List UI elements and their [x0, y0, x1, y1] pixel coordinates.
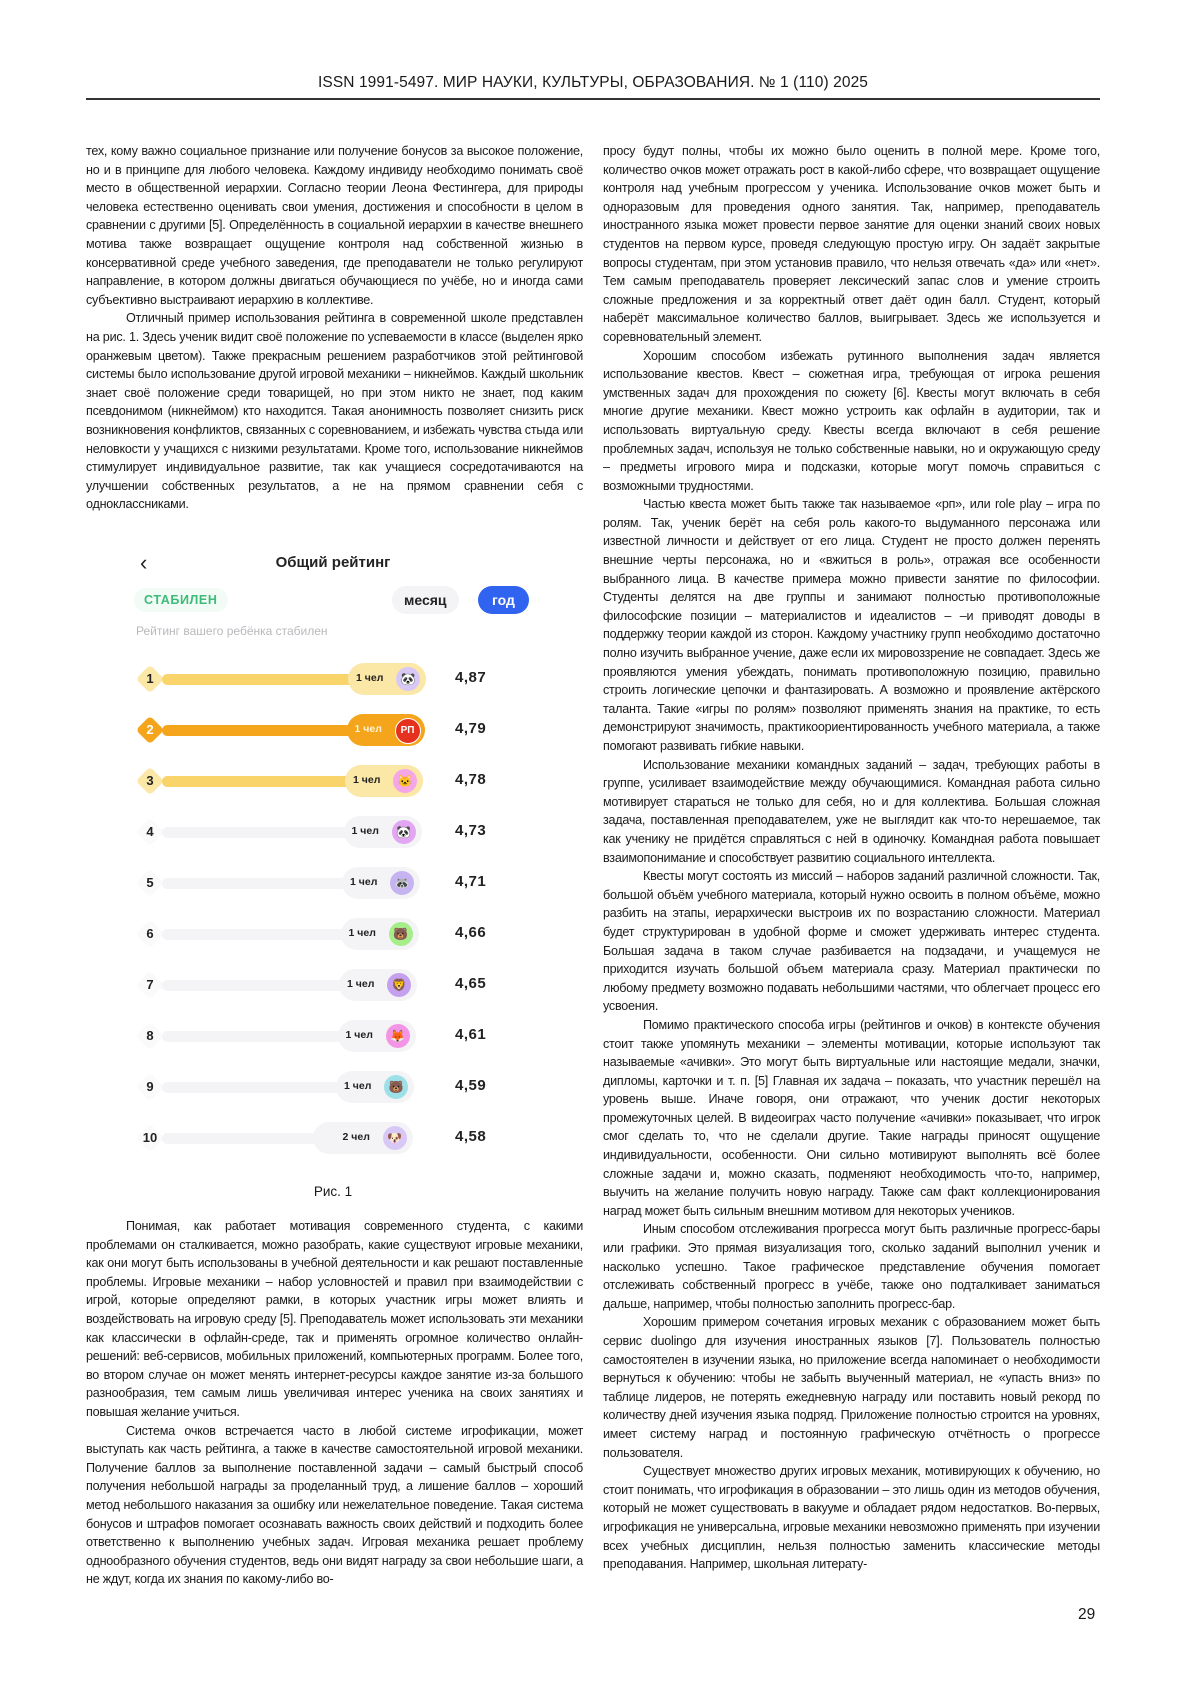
paragraph: Хорошим примером сочетания игровых механик с образованием может быть сервис duolingo для изучения иностранных языков [7]. Пользователь полностью самостоятелен в изучении языка, но приложение всегда напоминает о необходимости вернуться к обучению: чтобы не забыть выученный материал, не «упасть вниз» по таблице лидеров, не потерять ежедневную награду или поставить новый рекорд по количеству дней изучения языка подряд. Приложение полностью строится на уровнях, имеет систему наград и постоянную графическую отчётность о прогрессе пользователя. [603, 1315, 1100, 1460]
rating-row [128, 761, 538, 801]
paragraph: Отличный пример использования рейтинга в современной школе представлен на рис. 1. Здесь ученик видит своё положение по успеваемости в классе (выделен ярко оранжевым цветом). Также прекрасным решением разработчиков этой рейтинговой системы было использование другой игровой механики – никнеймов. Каждый школьник знает своё положение среди товарищей, но при этом никто не знает, под каким псевдонимом (никнеймом) кто находится. Такая анонимность позволяет снизить риск возникновения конфликтов, связанных с соревнованием, и избежать чувства стыда или неловкости у учащихся с низкими результатами. Кроме того, использование никнеймов стимулирует индивидуальное развитие, так как учащиеся сосредотачиваются на улучшении собственных результатов, а не на прямом сравнении себя с одноклассниками. [86, 311, 583, 512]
rating-row [128, 1067, 538, 1107]
rating-bar [162, 929, 355, 940]
count-pill [313, 1122, 413, 1154]
rank-number [136, 1124, 164, 1152]
rank-number [136, 767, 164, 795]
rank-number [136, 1022, 164, 1050]
raccoon-avatar-icon: 🦝 [390, 871, 414, 895]
tab-month[interactable]: месяц [392, 586, 459, 614]
paragraph: Помимо практического способа игры (рейтингов и очков) в контексте обучения стоит также упомянуть механики – элементы мотивации, которые используют так называемые «ачивки». Это могут быть виртуальные или настоящие медали, значки, дипломы, карточки и т. п. [5] Главная их задача – показать, что участник перешёл на уровень выше. Иначе говоря, они отражают, что ученик достиг некоторых промежуточных целей. В видеоиграх часто получение «ачивки» показывает, что игрок смог сделать то, что не сделали другие. Такие награды приносят ощущение индивидуальности, особенности. Они сильно мотивируют выполнять всё более сложные задачи и, можно сказать, подменяют необходимость что-то, например, выучить на желание получить новую награду. Также сам факт коллекционирования наград может быть сильным внешним мотивом для некоторых учеников. [603, 1017, 1100, 1218]
paragraph: Квесты могут состоять из миссий – наборов заданий различной сложности. Так, большой объём учебного материала, который нужно освоить в полном объёме, можно разбить на этапы, иерархически выстроив их по возрастанию сложности. Материал будет структурирован в удобной форме и сможет удерживать интерес студента. Большая задача в таком случае разбивается на подзадачи, и учащемуся не приходится изучать большой объем материала сразу. Материал практически по любому предмету возможно подавать небольшими частями, что облегчает процесс его усвоения. [603, 869, 1100, 1014]
bear-avatar-icon: 🐻 [389, 922, 413, 946]
rating-subtitle: Рейтинг вашего ребёнка стабилен [136, 624, 328, 638]
cat-avatar-icon: 🐱 [393, 769, 417, 793]
paragraph: Использование механики командных заданий – задач, требующих работы в группе, усиливает взаимодействие между обучающимися. Командная работа сильно мотивирует стараться не только для себя, но и для коллектива. Большая сложная задача, поставленная преподавателем, уже не выглядит как что-то нерешаемое, так как ученику не придётся справляться с ней в одиночку. Командная работа повышает взаимопонимание и способствует развитию социального интеллекта. [603, 757, 1100, 865]
rating-row [128, 1118, 538, 1158]
rank-label: 7 [146, 977, 154, 992]
student-count: 1 чел [345, 1029, 373, 1041]
rating-bar [162, 674, 362, 685]
rating-row [128, 659, 538, 699]
score-value: 4,59 [455, 1077, 487, 1094]
journal-header: ISSN 1991-5497. МИР НАУКИ, КУЛЬТУРЫ, ОБРАЗОВАНИЯ. № 1 (110) 2025 [317, 74, 869, 91]
panda-avatar-icon: 🐼 [396, 667, 420, 691]
score-value: 4,79 [455, 720, 487, 737]
student-count: 1 чел [356, 672, 384, 684]
figure-caption: Рис. 1 [313, 1184, 353, 1199]
bear-avatar-icon: 🐻 [384, 1075, 408, 1099]
rank-number [136, 971, 164, 999]
rating-bar [162, 1031, 352, 1042]
rating-bar [162, 980, 353, 991]
paragraph: Система очков встречается часто в любой системе игрофикации, может выступать как часть рейтинга, а также в качестве самостоятельной игровой механики. Получение баллов за выполнение поставленной задачи – самый быстрый способ получения небольшой награды за проделанный труд, а лишение баллов – хороший метод небольшого наказания за ошибку или нежелательное поведение. Такая система бонусов и штрафов помогает осознавать важность своих действий и подходить более ответственно к выполнению учебных задач. Игровая механика решает проблему однообразного обучения студентов, ведь они видят награду за свои небольшие шаги, а не ждут, когда их знания по какому-либо во- [86, 1423, 583, 1587]
score-value: 4,61 [455, 1026, 487, 1043]
rating-bar [162, 878, 356, 889]
rank-number [136, 869, 164, 897]
panda-avatar-icon: 🐼 [392, 820, 416, 844]
lion-avatar-icon: 🦁 [387, 973, 411, 997]
paragraph: просу будут полны, чтобы их можно было оценить в полной мере. Кроме того, количество очков может отражать рост в какой-либо сфере, что возвращает ощущение контроля над учебным прогрессом у ученика. Использование очков может быть и одноразовым для проведения одного занятия. Так, например, преподаватель иностранного языка может провести первое занятие для оценки знаний своих новых студентов на первом курсе, проведя следующую простую игру. Он задаёт закрытые вопросы студентам, при этом установив правило, что нельзя отвечать «да» или «нет». Тем самым преподаватель проверяет лексический запас слов и умение строить сложные предложения и за корректный ответ даёт один балл. Студент, который наберёт максимальное количество баллов, выигрывает. Здесь же используется и соревновательный элемент. [603, 144, 1100, 344]
rank-label: 10 [142, 1130, 158, 1145]
rank-label: 9 [146, 1079, 154, 1094]
student-count: 1 чел [351, 825, 379, 837]
paragraph: Частью квеста может быть также так называемое «рп», или role play – игра по ролям. Так, ученик берёт на себя роль какого-то выдуманного персонажа или известной личности и действует от его лица. Студент не просто должен перенять внешние черты персонажа, но и «вжиться в роль», отражая все особенности выбранного лица. В качестве примера можно привести занятие по философии. Студенты делятся на две группы и занимают полностью противоположные философские позиции – материалистов и идеалистов – –и приводят доводы в поддержку теории каждой из сторон. Каждому участнику групп необходимо достаточно полно изучить выбранное учение, даже если их мировоззрение не совпадает. Здесь же проявляются умения убеждать, понимать противоположную позицию, правильно строить логические цепочки и фантазировать. А возможно и проявление актёрского таланта. Такие «игры по ролям» позволяют применять знания на практике, то есть демонстрируют значимость, практикоориентированность учебного материала, а также помогают развивать гибкие навыки. [603, 497, 1100, 753]
count-pill [348, 663, 426, 695]
header-divider [86, 98, 1100, 100]
rating-row [128, 965, 538, 1005]
count-pill [341, 918, 419, 950]
initials-avatar-icon: РП [395, 718, 421, 744]
paragraph: Понимая, как работает мотивация современного студента, с какими проблемами он сталкивается, можно разобрать, какие существуют игровые механики, как они могут быть использованы в учебной деятельности и как решают поставленные проблемы. Игровые механики – набор условностей и правил при взаимодействии с игрой, которые определяют рамки, в которых участник игры может влиять и воздействовать на игровую среду [5]. Преподаватель может использовать эти механики как классически в офлайн-среде, так и применять огромное количество онлайн-решений: веб-сервисов, мобильных приложений, компьютерных программ. Более того, во втором случае он может менять интернет-ресурсы каждое занятие из-за большого разнообразия, тем самым лишь увеличивая интерес ученика на своих занятиях и повышая желание учиться. [86, 1219, 583, 1419]
rating-title: Общий рейтинг [275, 554, 391, 571]
fox-avatar-icon: 🦊 [386, 1024, 410, 1048]
rating-bar [162, 776, 359, 787]
rank-label: 6 [146, 926, 154, 941]
score-value: 4,58 [455, 1128, 487, 1145]
rating-bar [162, 725, 361, 736]
rating-row [128, 710, 538, 750]
left-column [86, 142, 583, 514]
rank-label: 8 [146, 1028, 154, 1043]
left-column-lower [86, 1217, 583, 1589]
student-count: 1 чел [347, 978, 375, 990]
status-badge: СТАБИЛЕН [134, 588, 228, 612]
dog-avatar-icon: 🐶 [383, 1126, 407, 1150]
count-pill [345, 765, 423, 797]
count-pill [342, 867, 420, 899]
rank-label: 5 [146, 875, 154, 890]
student-count: 1 чел [348, 927, 376, 939]
rating-bar [162, 1082, 350, 1093]
figure-rating-screenshot [128, 542, 538, 1212]
paragraph: Хорошим способом избежать рутинного выполнения задач является использование квестов. Квест – сюжетная игра, требующая от игрока решения умственных задач для прохождения по сюжету [6]. Квесты могут включать в себя многие другие механики. Квест можно устроить как офлайн в аудитории, так и использовать виртуальную среду. Квесты всегда включают в себя решение проблемных задач, используя не только собственные навыки, но и окружающую среду – предметы игрового мира и подсказки, которые могут помочь справиться с возможными трудностями. [603, 348, 1100, 493]
student-count: 2 чел [342, 1131, 370, 1143]
rank-number [136, 920, 164, 948]
right-column [603, 142, 1100, 1574]
rank-label: 1 [146, 671, 154, 686]
chevron-left-icon[interactable]: ‹ [140, 550, 148, 575]
student-count: 1 чел [350, 876, 378, 888]
count-pill [338, 1020, 416, 1052]
paragraph: Иным способом отслеживания прогресса могут быть различные прогресс-бары или графики. Это прямая визуализация того, сколько заданий выполнил ученик и насколько успешно. Такое графическое представление обучения помогает отслеживать собственный прогресс в учёбе, также оно подталкивает заниматься дальше, например, чтобы полностью заполнить прогресс-бар. [603, 1222, 1100, 1311]
count-pill [336, 1071, 414, 1103]
rating-row [128, 812, 538, 852]
rating-row [128, 1016, 538, 1056]
score-value: 4,65 [455, 975, 487, 992]
rating-bar [162, 827, 358, 838]
rank-label: 4 [146, 824, 154, 839]
tab-year[interactable]: год [478, 586, 529, 614]
rating-row [128, 863, 538, 903]
score-value: 4,78 [455, 771, 487, 788]
student-count: 1 чел [353, 774, 381, 786]
rating-bar [162, 1133, 327, 1144]
rank-number [136, 665, 164, 693]
student-count: 1 чел [354, 723, 382, 735]
rank-label: 3 [146, 773, 154, 788]
count-pill [347, 714, 425, 746]
count-pill [344, 816, 422, 848]
student-count: 1 чел [344, 1080, 372, 1092]
rank-label: 2 [146, 722, 154, 737]
rank-number [136, 818, 164, 846]
score-value: 4,66 [455, 924, 487, 941]
score-value: 4,73 [455, 822, 487, 839]
score-value: 4,71 [455, 873, 487, 890]
rank-number [136, 716, 164, 744]
paragraph: тех, кому важно социальное признание или получение бонусов за высокое положение, но и в принципе для любого человека. Каждому индивиду необходимо понимать своё место в общественной иерархии. Согласно теории Леона Фестингера, для природы человека естественно оценивать свои умения, достижения и способности в целом в сравнении с другими [5]. Определённость в социальной иерархии в качестве внешнего мотива также возвращает ощущение контроля над собственной жизнью в консервативной среде учебного заведения, где преподаватели не только регулируют направление, в котором должны двигаться обучающиеся по учёбе, но и иногда сами субъективно выстраивают иерархию в коллективе. [86, 144, 583, 307]
count-pill [339, 969, 417, 1001]
score-value: 4,87 [455, 669, 487, 686]
rank-number [136, 1073, 164, 1101]
rating-row [128, 914, 538, 954]
paragraph: Существует множество других игровых механик, мотивирующих к обучению, но стоит понимать, что игрофикация в образовании – это лишь один из методов обучения, который не может существовать в вакууме и обладает рядом недостатков. Во-первых, игрофикация не универсальна, игровые механики невозможно применять при изучении всех учебных дисциплин, нельзя полностью заменить классические методы преподавания. Например, школьная литерату- [603, 1464, 1100, 1572]
page-number: 29 [1078, 1606, 1096, 1623]
